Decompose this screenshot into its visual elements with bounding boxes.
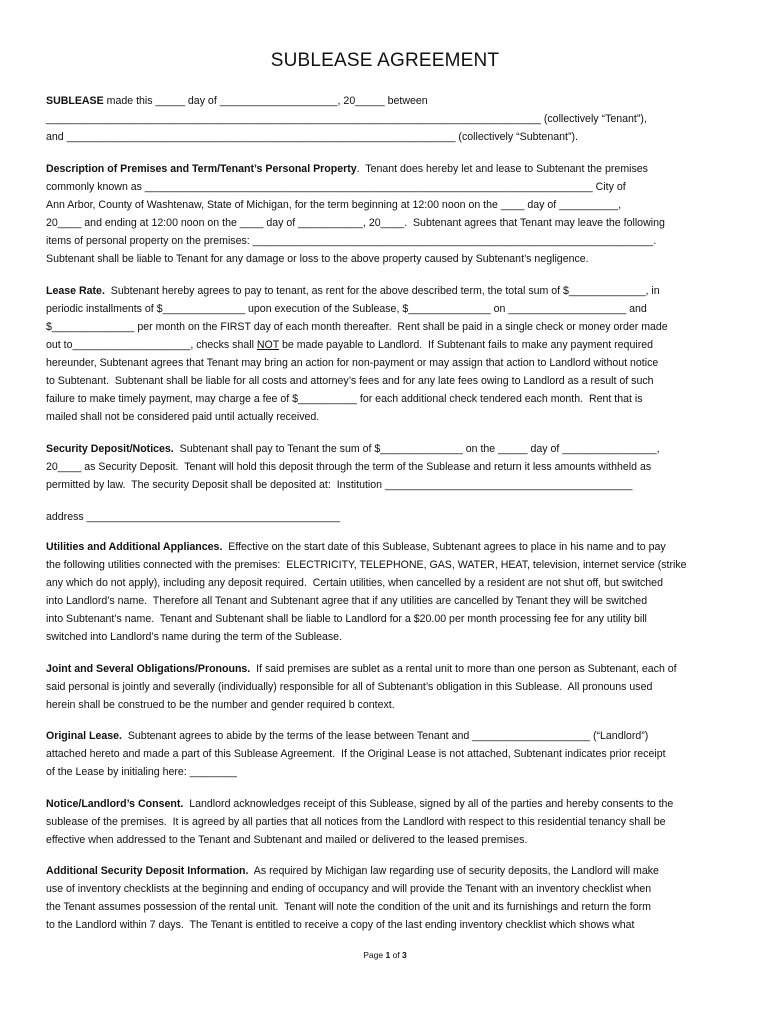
page-total: 3 xyxy=(402,950,407,960)
premises-line-2: commonly known as ____________________________________________________________________________ City of xyxy=(46,181,626,193)
security-line-4: address ___________________________________________ xyxy=(46,511,340,523)
notice-heading: Notice/Landlord’s Consent. xyxy=(46,798,184,810)
premises-line-3: Ann Arbor, County of Washtenaw, State of Michigan, for the term beginning at 12:00 noon on the ____ day of __________, xyxy=(46,199,622,211)
lease-rate-line-3: $______________ per month on the FIRST day of each month thereafter. Rent shall be paid in a single check or money order made xyxy=(46,321,668,333)
security-line-3: permitted by law. The security Deposit shall be deposited at: Institution __________________________________________ xyxy=(46,479,633,491)
security-line-1-text: Subtenant shall pay to Tenant the sum of $______________ on the _____ day of ________________, xyxy=(173,443,660,455)
joint-line-1 xyxy=(46,663,677,676)
lease-rate-line-2: periodic installments of $______________ upon execution of the Sublease, $______________ on ____________________ and xyxy=(46,303,647,315)
additional-line-2: use of inventory checklists at the beginning and ending of occupancy and will provide the Tenant with an inventory checklist when xyxy=(46,883,652,895)
utilities-heading: Utilities and Additional Appliances. xyxy=(46,541,223,553)
intro-line-2: ____________________________________________________________________________________ (collectively “Tenant”), xyxy=(46,113,647,125)
original-line-1-text: Subtenant agrees to abide by the terms of the lease between Tenant and ____________________ (“Landlord”) xyxy=(121,730,649,742)
utilities-line-5: into Subtenant’s name. Tenant and Subtenant shall be liable to Landlord for a $20.00 per month processing fee for any utility bill xyxy=(46,613,647,625)
intro-line-3: and __________________________________________________________________ (collectively “Subtenant”). xyxy=(46,131,578,143)
original-line-3: of the Lease by initialing here: ________ xyxy=(46,766,237,778)
joint-line-3: herein shall be construed to be the number and gender required b context. xyxy=(46,699,395,711)
joint-heading: Joint and Several Obligations/Pronouns. xyxy=(46,663,251,675)
premises-line-1-text: . Tenant does hereby let and lease to Subtenant the premises xyxy=(356,163,648,175)
lease-rate-line-4a: out to____________________, checks shall xyxy=(46,339,257,351)
security-line-2: 20____ as Security Deposit. Tenant will hold this deposit through the term of the Sublease and return it less amounts withheld as xyxy=(46,461,652,473)
additional-line-1 xyxy=(46,865,659,878)
original-heading: Original Lease. xyxy=(46,730,122,742)
lease-rate-line-5: hereunder, Subtenant agrees that Tenant may bring an action for non-payment or may assign that action to Landlord without notice xyxy=(46,357,659,369)
utilities-line-1 xyxy=(46,541,666,554)
original-line-1 xyxy=(46,730,648,743)
of-word: of xyxy=(392,950,400,960)
utilities-line-1-text: Effective on the start date of this Sublease, Subtenant agrees to place in his name and to pay xyxy=(222,541,666,553)
lease-rate-line-4b: be made payable to Landlord. If Subtenant fails to make any payment required xyxy=(279,339,654,351)
joint-line-1-text: If said premises are sublet as a rental unit to more than one person as Subtenant, each of xyxy=(250,663,677,675)
security-line-1 xyxy=(46,443,660,456)
joint-line-2: said personal is jointly and severally (individually) responsible for all of Subtenant’s obligation in this Sublease. All pronouns used xyxy=(46,681,653,693)
lease-rate-line-8: mailed shall not be considered paid until actually received. xyxy=(46,411,320,423)
premises-line-5: items of personal property on the premises: ____________________________________________________________________. xyxy=(46,235,657,247)
notice-line-2: sublease of the premises. It is agreed by all parties that all notices from the Landlord with respect to this residential tenancy shall be xyxy=(46,816,666,828)
premises-heading: Description of Premises and Term/Tenant’s Personal Property xyxy=(46,163,357,175)
lease-rate-line-1 xyxy=(46,285,660,298)
notice-line-3: effective when addressed to the Tenant and Subtenant and mailed or delivered to the leased premises. xyxy=(46,834,528,846)
page-word: Page xyxy=(363,950,384,960)
lease-rate-line-4 xyxy=(46,339,653,352)
premises-line-1 xyxy=(46,163,648,176)
lease-rate-line-6: to Subtenant. Subtenant shall be liable for all costs and attorney’s fees and for any late fees owing to Landlord as a result of such xyxy=(46,375,654,387)
page-number: 1 xyxy=(385,950,391,960)
additional-line-3: the Tenant assumes possession of the rental unit. Tenant will note the condition of the unit and its furnishings and return the form xyxy=(46,901,651,913)
security-heading: Security Deposit/Notices. xyxy=(46,443,174,455)
intro-line-1-text: made this _____ day of ____________________, 20_____ between xyxy=(103,95,428,107)
notice-line-1 xyxy=(46,798,673,811)
lease-rate-line-7: failure to make timely payment, may charge a fee of $__________ for each additional check tendered each month. Rent that is xyxy=(46,393,643,405)
original-line-2: attached hereto and made a part of this Sublease Agreement. If the Original Lease is not attached, Subtenant indicates prior receipt xyxy=(46,748,666,760)
lease-rate-heading: Lease Rate. xyxy=(46,285,105,297)
additional-line-4: to the Landlord within 7 days. The Tenant is entitled to receive a copy of the last ending inventory checklist which shows what xyxy=(46,919,635,931)
additional-line-1-text: As required by Michigan law regarding use of security deposits, the Landlord will make xyxy=(248,865,659,877)
intro-lead: SUBLEASE xyxy=(46,95,104,107)
utilities-line-4: into Landlord’s name. Therefore all Tenant and Subtenant agree that if any utilities are cancelled by Tenant they will be switched xyxy=(46,595,648,607)
lease-rate-line-1-text: Subtenant hereby agrees to pay to tenant, as rent for the above described term, the total sum of $_____________, in xyxy=(104,285,660,297)
intro-line-1 xyxy=(46,95,428,108)
page-footer xyxy=(0,950,770,960)
utilities-line-2: the following utilities connected with the premises: ELECTRICITY, TELEPHONE, GAS, WATER, HEAT, television, internet service (strike xyxy=(46,559,687,571)
page-title: SUBLEASE AGREEMENT xyxy=(270,50,500,71)
not-emphasis: NOT xyxy=(256,339,280,351)
utilities-line-6: switched into Landlord’s name during the term of the Sublease. xyxy=(46,631,343,643)
premises-line-4: 20____ and ending at 12:00 noon on the ____ day of ___________, 20____. Subtenant agrees that Tenant may leave the following xyxy=(46,217,665,229)
premises-line-6: Subtenant shall be liable to Tenant for any damage or loss to the above property caused by Subtenant’s negligence. xyxy=(46,253,589,265)
notice-line-1-text: Landlord acknowledges receipt of this Sublease, signed by all of the parties and hereby consents to the xyxy=(183,798,674,810)
utilities-line-3: any which do not apply), including any deposit required. Certain utilities, when cancelled by a resident are not shut off, but switched xyxy=(46,577,663,589)
additional-heading: Additional Security Deposit Information. xyxy=(46,865,249,877)
